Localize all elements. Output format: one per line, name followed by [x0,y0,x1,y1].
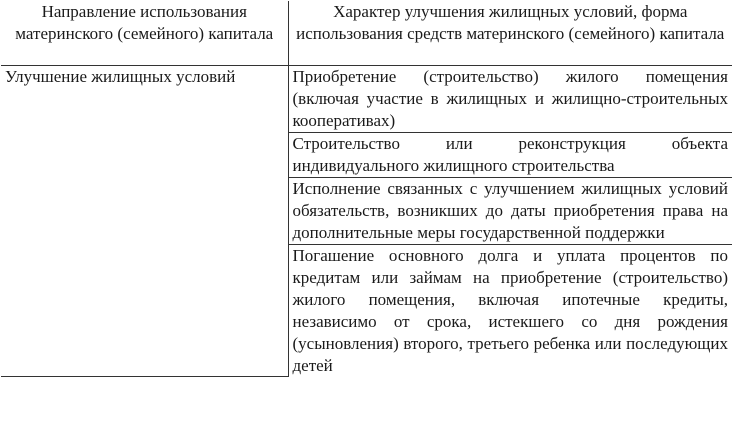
item-cell-purchase: Приобретение (строительство) жилого помещения (включая участие в жилищных и жилищно-строительных кооперативах) [288,65,732,132]
maternity-capital-table [1,1,732,377]
item-cell-construction: Строительство или реконструкция объекта индивидуального жилищного строительства [288,132,732,177]
direction-cell: Улучшение жилищных условий [1,65,288,377]
table-header-row [1,1,732,65]
item-cell-loan-repayment: Погашение основного долга и уплата процентов по кредитам или займам на приобретение (строительство) жилого помещения, включая ипотечные кредиты, независимо от срока, истекшего со дня рождения (усыновления) второго, третьего ребенка или последующих детей [288,244,732,377]
header-direction: Направление использования материнского (семейного) капитала [1,1,288,65]
header-character: Характер улучшения жилищных условий, форма использования средств материнского (семейного) капитала [288,1,732,65]
table-row [1,65,732,132]
item-cell-obligations: Исполнение связанных с улучшением жилищных условий обязательств, возникших до даты приобретения права на дополнительные меры государственной поддержки [288,177,732,244]
